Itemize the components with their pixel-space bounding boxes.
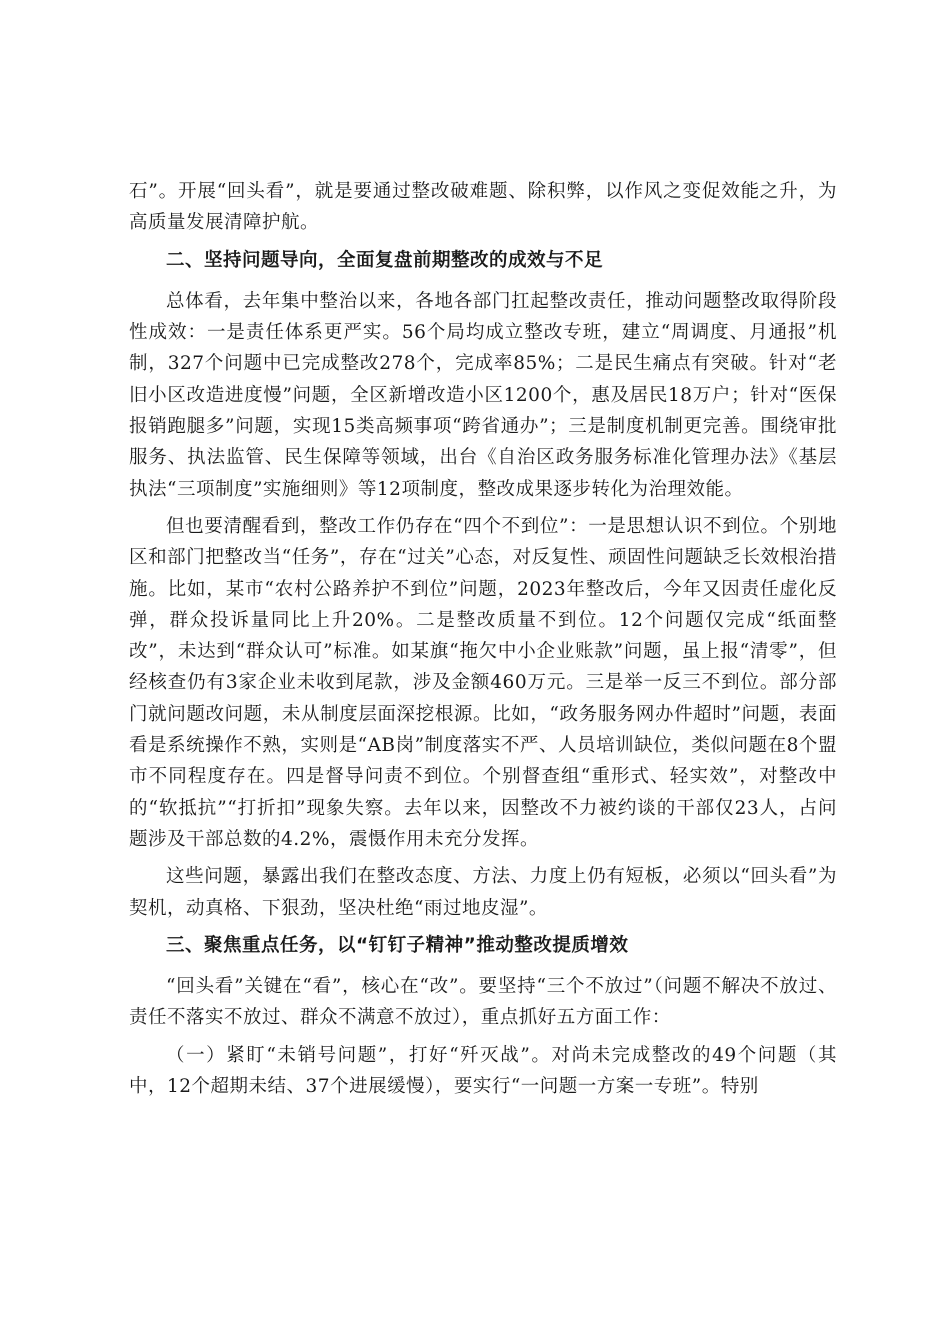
paragraph-achievements: 总体看，去年集中整治以来，各地各部门扛起整改责任，推动问题整改取得阶段性成效：一是责任体系更严实。56个局均成立整改专班，建立“周调度、月通报”机制，327个问题中已完成整改278个，完成率85%；二是民生痛点有突破。针对“老旧小区改造进度慢”问题，全区新增改造小区1200个，惠及居民18万户；针对“医保报销跑腿多”问题，实现15类高频事项“跨省通办”；三是制度机制更完善。围绕审批服务、执法监管、民生保障等领域，出台《自治区政务服务标准化管理办法》《基层执法“三项制度”实施细则》等12项制度，整改成果逐步转化为治理效能。 <box>129 290 837 500</box>
paragraph-shortcomings: 但也要清醒看到，整改工作仍存在“四个不到位”：一是思想认识不到位。个别地区和部门把整改当“任务”，存在“过关”心态，对反复性、顽固性问题缺乏长效根治措施。比如，某市“农村公路养护不到位”问题，2023年整改后，今年又因责任虚化反弹，群众投诉量同比上升20%。二是整改质量不到位。12个问题仅完成“纸面整改”，未达到“群众认可”标准。如某旗“拖欠中小企业账款”问题，虽上报“清零”，但经核查仍有3家企业未收到尾款，涉及金额460万元。三是举一反三不到位。部分部门就问题改问题，未从制度层面深挖根源。比如，“政务服务网办件超时”问题，表面看是系统操作不熟，实则是“AB岗”制度落实不严、人员培训缺位，类似问题在8个盟市不同程度存在。四是督导问责不到位。个别督查组“重形式、轻实效”，对整改中的“软抵抗”“打折扣”现象失察。去年以来，因整改不力被约谈的干部仅23人，占问题涉及干部总数的4.2%，震慑作用未充分发挥。 <box>129 515 837 850</box>
section-heading-2: 二、坚持问题导向，全面复盘前期整改的成效与不足 <box>166 249 604 271</box>
paragraph-intro-continuation: 石”。开展“回头看”，就是要通过整改破难题、除积弊，以作风之变促效能之升，为高质量发展清障护航。 <box>129 181 837 234</box>
document-body <box>129 176 837 1108</box>
paragraph-summary: 这些问题，暴露出我们在整改态度、方法、力度上仍有短板，必须以“回头看”为契机，动真格、下狠劲，坚决杜绝“雨过地皮湿”。 <box>129 866 837 919</box>
paragraph-key-tasks: “回头看”关键在“看”，核心在“改”。要坚持“三个不放过”（问题不解决不放过、责任不落实不放过、群众不满意不放过），重点抓好五方面工作： <box>129 976 837 1029</box>
paragraph-task-1: （一）紧盯“未销号问题”，打好“歼灭战”。对尚未完成整改的49个问题（其中，12个超期未结、37个进展缓慢），要实行“一问题一方案一专班”。特别 <box>129 1044 837 1098</box>
section-heading-3: 三、聚焦重点任务，以“钉钉子精神”推动整改提质增效 <box>166 934 629 956</box>
